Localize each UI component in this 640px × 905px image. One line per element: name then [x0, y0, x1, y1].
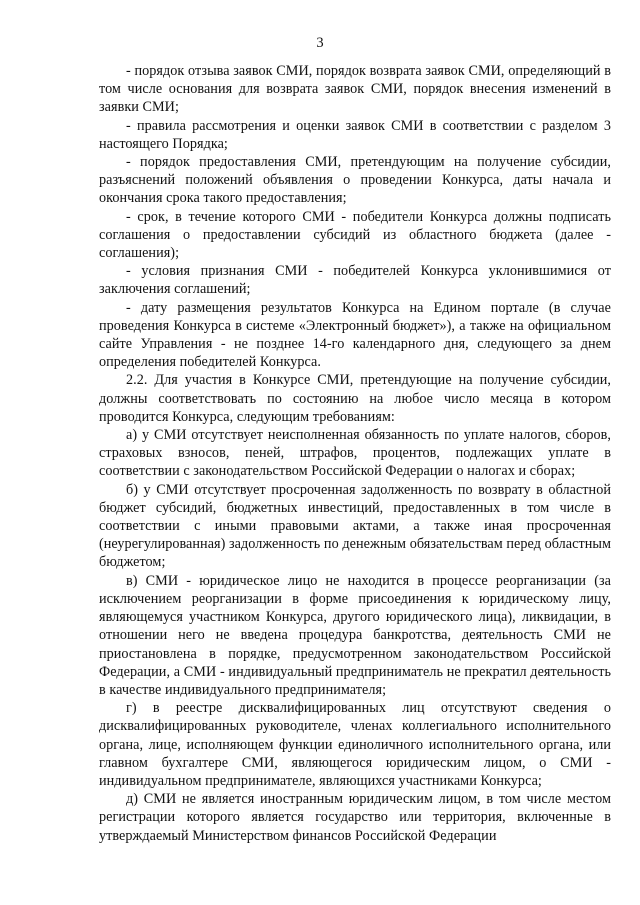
- document-body: [99, 62, 611, 845]
- paragraph-review-rules: - правила рассмотрения и оценки заявок СМИ в соответствии с разделом 3 настоящего Порядка;: [99, 117, 611, 152]
- paragraph-item-d: д) СМИ не является иностранным юридическим лицом, в том числе местом регистрации которого является государство или территория, включенные в утверждаемый Министерством финансов Российской Федерации: [99, 791, 611, 844]
- paragraph-signing-term: - срок, в течение которого СМИ - победители Конкурса должны подписать соглашения о предоставлении субсидий из областного бюджета (далее - соглашения);: [99, 208, 611, 262]
- paragraph-item-a: а) у СМИ отсутствует неисполненная обязанность по уплате налогов, сборов, страховых взносов, пеней, штрафов, процентов, подлежащих уплате в соответствии с законодательством Российской Федерации о налогах и сборах;: [99, 427, 611, 480]
- paragraph-clarifications: - порядок предоставления СМИ, претендующим на получение субсидии, разъяснений положений объявления о проведении Конкурса, даты начала и окончания срока такого предоставления;: [99, 154, 611, 207]
- paragraph-item-v: в) СМИ - юридическое лицо не находится в процессе реорганизации (за исключением реорганизации в форме присоединения к юридическому лицу, являющемуся участником Конкурса, другого юридического лица), ликвидации, в отношении него не введена процедура банкротства, деятельность СМИ не приостановлена в порядке, предусмотренном законодательством Российской Федерации, а СМИ - индивидуальный предприниматель не прекратил деятельность в качестве индивидуального предпринимателя;: [99, 572, 611, 698]
- paragraph-item-g: г) в реестре дисквалифицированных лиц отсутствуют сведения о дисквалифицированных руководителе, членах коллегиального исполнительного органа, лице, исполняющем функции единоличного исполнительного органа, или главном бухгалтере СМИ, являющегося юридическим лицом, о СМИ - индивидуальном предпринимателе, являющихся участниками Конкурса;: [99, 700, 611, 789]
- page-number: 3: [316, 35, 324, 51]
- paragraph-withdrawal-procedure: - порядок отзыва заявок СМИ, порядок возврата заявок СМИ, определяющий в том числе основания для возврата заявок СМИ, порядок внесения изменений в заявки СМИ;: [99, 63, 611, 116]
- paragraph-item-b: б) у СМИ отсутствует просроченная задолженность по возврату в областной бюджет субсидий, бюджетных инвестиций, предоставленных в том числе в соответствии с иными правовыми актами, а также иная просроченная (неурегулированная) задолженность по денежным обязательствам перед областным бюджетом;: [99, 481, 611, 571]
- paragraph-section-2-2: 2.2. Для участия в Конкурсе СМИ, претендующие на получение субсидии, должны соответствовать по состоянию на любое число месяца в котором проводится Конкурса, следующим требованиям:: [99, 372, 611, 425]
- paragraph-results-date: - дату размещения результатов Конкурса на Едином портале (в случае проведения Конкурса в системе «Электронный бюджет»), а также на официальном сайте Управления - не позднее 14-го календарного дня, следующего за днем определения победителей Конкурса.: [99, 299, 611, 371]
- paragraph-evasion-conditions: - условия признания СМИ - победителей Конкурса уклонившимися от заключения соглашений;: [99, 263, 611, 298]
